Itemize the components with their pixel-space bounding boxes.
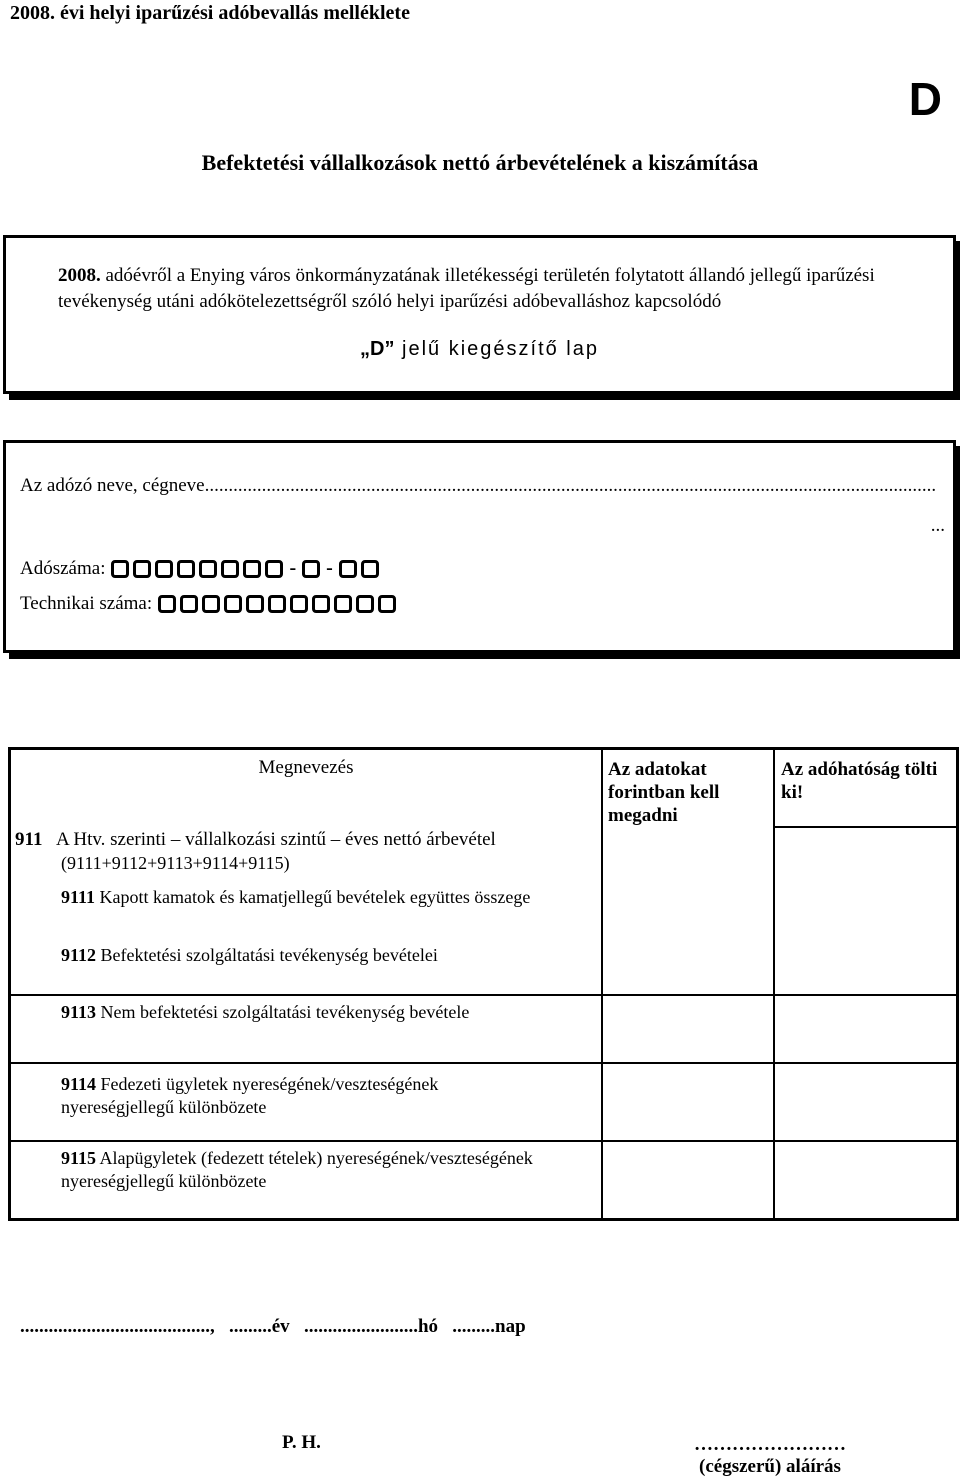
- column-divider: [601, 750, 603, 1218]
- digit-box[interactable]: [334, 595, 352, 613]
- place-dots[interactable]: ........................................: [20, 1316, 210, 1337]
- digit-box[interactable]: [177, 560, 195, 578]
- technical-number-cells[interactable]: [158, 595, 396, 613]
- taxpayer-name-dots-line2[interactable]: ...: [930, 515, 945, 536]
- table-row-9114: [61, 1073, 541, 1119]
- year-dots[interactable]: .........: [229, 1316, 272, 1337]
- separator-dash: -: [289, 557, 297, 579]
- supplement-quote-open: „: [360, 338, 370, 360]
- row-formula: (9111+9112+9113+9114+9115): [61, 853, 290, 873]
- row-label: A Htv. szerinti – vállalkozási szintű – éves nettó árbevétel: [55, 829, 496, 850]
- supplement-title: [6, 338, 953, 361]
- year-label: év: [271, 1316, 290, 1337]
- row-divider: [11, 994, 956, 996]
- row-divider: [773, 826, 956, 828]
- digit-box[interactable]: [202, 595, 220, 613]
- digit-box[interactable]: [224, 595, 242, 613]
- digit-box[interactable]: [246, 595, 264, 613]
- row-label: Befektetési szolgáltatási tevékenység bevételei: [100, 945, 438, 965]
- row-label: Fedezeti ügyletek nyereségének/veszteségének nyereségjellegű különbözete: [61, 1074, 439, 1117]
- column-header-authority: Az adóhatóság tölti ki!: [781, 759, 938, 803]
- intro-body: adóévről a Enying város önkormányzatának illetékességi területén folytatott állandó jellegű iparűzési tevékenység utáni adókötelezettségről szóló helyi iparűzési adóbevalláshoz kapcsolódó: [58, 265, 875, 312]
- signature-block: [640, 1434, 900, 1478]
- page-title: Befektetési vállalkozások nettó árbevételének a kiszámítása: [201, 150, 759, 175]
- taxpayer-name-label: Az adózó neve, cégneve: [20, 475, 205, 496]
- table-row-9112: [61, 944, 591, 967]
- column-header-name: Megnevezés: [258, 757, 354, 778]
- digit-box[interactable]: [378, 595, 396, 613]
- signature-label: (cégszerű) aláírás: [699, 1456, 841, 1477]
- technical-number-row: [20, 593, 396, 615]
- table-row-9115: [61, 1147, 561, 1193]
- row-code: 9114: [61, 1074, 97, 1094]
- separator-dash: -: [326, 557, 333, 579]
- supplement-letter: D: [370, 338, 385, 360]
- table-row-9113: [61, 1001, 591, 1024]
- digit-box[interactable]: [312, 595, 330, 613]
- row-label: Alapügyletek (fedezett tételek) nyereségének/veszteségének nyereségjellegű különbözete: [61, 1148, 533, 1191]
- tax-number-cells[interactable]: [111, 557, 378, 580]
- row-label: Kapott kamatok és kamatjellegű bevételek együttes összege: [99, 887, 531, 907]
- technical-number-label: Technikai száma:: [20, 593, 153, 614]
- date-line: [20, 1316, 526, 1338]
- tax-number-label: Adószáma:: [20, 557, 106, 579]
- intro-text: [58, 263, 928, 315]
- column-header-amount: Az adatokat forintban kell megadni: [608, 759, 720, 826]
- revenue-table: [8, 747, 959, 1221]
- digit-box[interactable]: [361, 560, 379, 578]
- digit-box[interactable]: [133, 560, 151, 578]
- day-label: nap: [495, 1316, 526, 1337]
- row-divider: [11, 1062, 956, 1064]
- day-dots[interactable]: .........: [452, 1316, 496, 1337]
- attachment-title: 2008. évi helyi iparűzési adóbevallás melléklete: [10, 2, 410, 24]
- stamp-placeholder: P. H.: [282, 1432, 321, 1453]
- comma: ,: [210, 1316, 215, 1337]
- digit-box[interactable]: [356, 595, 374, 613]
- month-dots[interactable]: ........................: [303, 1316, 418, 1337]
- taxpayer-name-row: [20, 475, 936, 497]
- month-label: hó: [417, 1316, 439, 1337]
- form-letter: D: [908, 73, 942, 125]
- taxpayer-box: [3, 440, 956, 653]
- digit-box[interactable]: [111, 560, 129, 578]
- digit-box[interactable]: [290, 595, 308, 613]
- digit-box[interactable]: [158, 595, 176, 613]
- row-code: 9111: [61, 887, 96, 907]
- signature-dots[interactable]: ……………………: [694, 1434, 846, 1455]
- digit-box[interactable]: [180, 595, 198, 613]
- digit-box[interactable]: [268, 595, 286, 613]
- digit-box[interactable]: [243, 560, 261, 578]
- supplement-label: jelű kiegészítő lap: [394, 338, 599, 360]
- digit-box[interactable]: [155, 560, 173, 578]
- row-code: 911: [15, 829, 43, 850]
- row-divider: [11, 1140, 956, 1142]
- column-divider: [773, 750, 775, 1218]
- row-code: 9112: [61, 945, 97, 965]
- digit-box[interactable]: [199, 560, 217, 578]
- digit-box[interactable]: [265, 560, 283, 578]
- table-row-9111: [61, 886, 591, 909]
- row-label: Nem befektetési szolgáltatási tevékenység bevétele: [100, 1002, 470, 1022]
- intro-year: 2008.: [58, 265, 101, 286]
- row-code: 9113: [61, 1002, 97, 1022]
- digit-box[interactable]: [221, 560, 239, 578]
- row-code: 9115: [61, 1148, 97, 1168]
- digit-box[interactable]: [339, 560, 357, 578]
- table-row-911: [15, 828, 595, 851]
- supplement-quote-close: ”: [384, 338, 395, 360]
- taxpayer-name-dots[interactable]: ..........................................................................................................................................................: [204, 475, 937, 496]
- tax-number-row: [20, 557, 379, 580]
- digit-box[interactable]: [302, 560, 320, 578]
- intro-box: [3, 235, 956, 394]
